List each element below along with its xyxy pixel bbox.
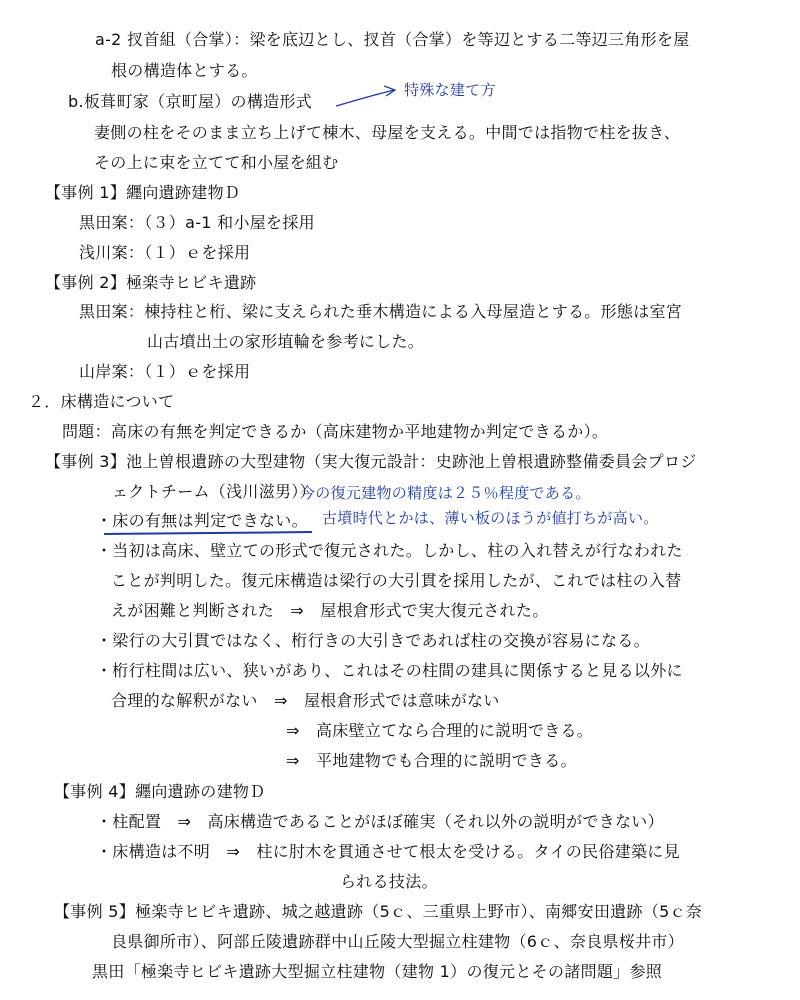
line-a2-cont: 根の構造体とする。 [111,61,258,80]
case-4-bullet-1: ・柱配置 ⇒ 高床構造であることがほぼ確実（それ以外の説明ができない） [96,812,664,831]
line-a2: a-2 扠首組（合掌）：梁を底辺とし、扠首（合掌）を等辺とする二等辺三角形を屋 [95,30,690,49]
line-b-body: 妻側の柱をそのまま立ち上げて棟木、母屋を支える。中間では指物で柱を抜き、 [94,123,681,142]
case-3-bullet-2: ・当初は高床、壁立ての形式で復元された。しかし、柱の入れ替えが行なわれた [96,541,683,560]
case-3-arrow-line-1: ⇒ 高床壁立てなら合理的に説明できる。 [286,721,594,740]
case-3-bullet-4: ・桁行柱間は広い、狭いがあり、これはその柱間の建具に関係すると見る以外に [96,661,683,680]
case-5-heading-cont: 良県御所市）、阿部丘陵遺跡群中山丘陵大型掘立柱建物（6ｃ、奈良県桜井市） [111,932,684,951]
handwritten-note-kofun: 古墳時代とかは、薄い板のほうが値打ちが高い。 [322,509,659,527]
case-3-heading: 【事例 3】池上曽根遺跡の大型建物（実大復元設計：史跡池上曽根遺跡整備委員会プロジ [45,452,697,471]
line-b-body-cont: その上に束を立てて和小屋を組む [94,153,339,172]
case-3-bullet-4-cont: 合理的な解釈がない ⇒ 屋根倉形式では意味がない [111,691,500,710]
case-1-asakawa: 浅川案：（１）ｅを採用 [79,243,251,262]
handwritten-underline [104,532,312,534]
case-3-bullet-2-cont2: えが困難と判断された ⇒ 屋根倉形式で実大復元された。 [111,601,549,620]
section-2-heading: ２．床構造について [28,392,175,411]
handwritten-note-accuracy: 今の復元建物の精度は２５％程度である。 [300,484,591,502]
problem-line: 問題：高床の有無を判定できるか（高床建物か平地建物か判定できるか）。 [62,422,609,441]
case-2-kuroda: 黒田案：棟持柱と桁、梁に支えられた垂木構造による入母屋造とする。形態は室宮 [79,302,683,321]
case-3-bullet-2-cont: ことが判明した。復元床構造は梁行の大引貫を採用したが、これでは柱の入替 [111,571,682,590]
case-2-kuroda-cont: 山古墳出土の家形埴輪を参考にした。 [147,332,425,351]
case-4-heading: 【事例 4】纒向遺跡の建物Ｄ [54,782,266,801]
case-1-heading: 【事例 1】纒向遺跡建物Ｄ [45,183,241,202]
case-2-yamagishi: 山岸案：（１）ｅを採用 [79,362,251,381]
case-2-heading: 【事例 2】極楽寺ヒビキ遺跡 [45,273,257,292]
case-3-bullet-1: ・床の有無は判定できない。 [96,511,308,530]
handwritten-note-special: 特殊な建て方 [404,81,496,99]
case-3-arrow-line-2: ⇒ 平地建物でも合理的に説明できる。 [286,751,577,770]
case-1-kuroda: 黒田案：（３）a-1 和小屋を採用 [79,213,315,232]
case-4-bullet-2-cont: られる技法。 [340,872,438,891]
heading-b: b.板葺町家（京町屋）の構造形式 [68,92,313,111]
handwritten-arrow-head [384,86,395,96]
case-3-bullet-3: ・梁行の大引貫ではなく、桁行きの大引きであれば柱の交換が容易になる。 [96,631,650,650]
reference-line: 黒田「極楽寺ヒビキ遺跡大型掘立柱建物（建物 1）の復元とその諸問題」参照 [92,962,663,981]
case-5-heading: 【事例 5】極楽寺ヒビキ遺跡、城之越遺跡（5ｃ、三重県上野市）、南郷安田遺跡（5ｃ奈 [54,902,703,921]
case-4-bullet-2: ・床構造は不明 ⇒ 柱に肘木を貫通させて根太を受ける。タイの民俗建築に見 [96,842,680,861]
case-3-heading-cont: ェクトチーム（浅川滋男）） [112,482,316,501]
handwritten-arrow [336,90,394,106]
